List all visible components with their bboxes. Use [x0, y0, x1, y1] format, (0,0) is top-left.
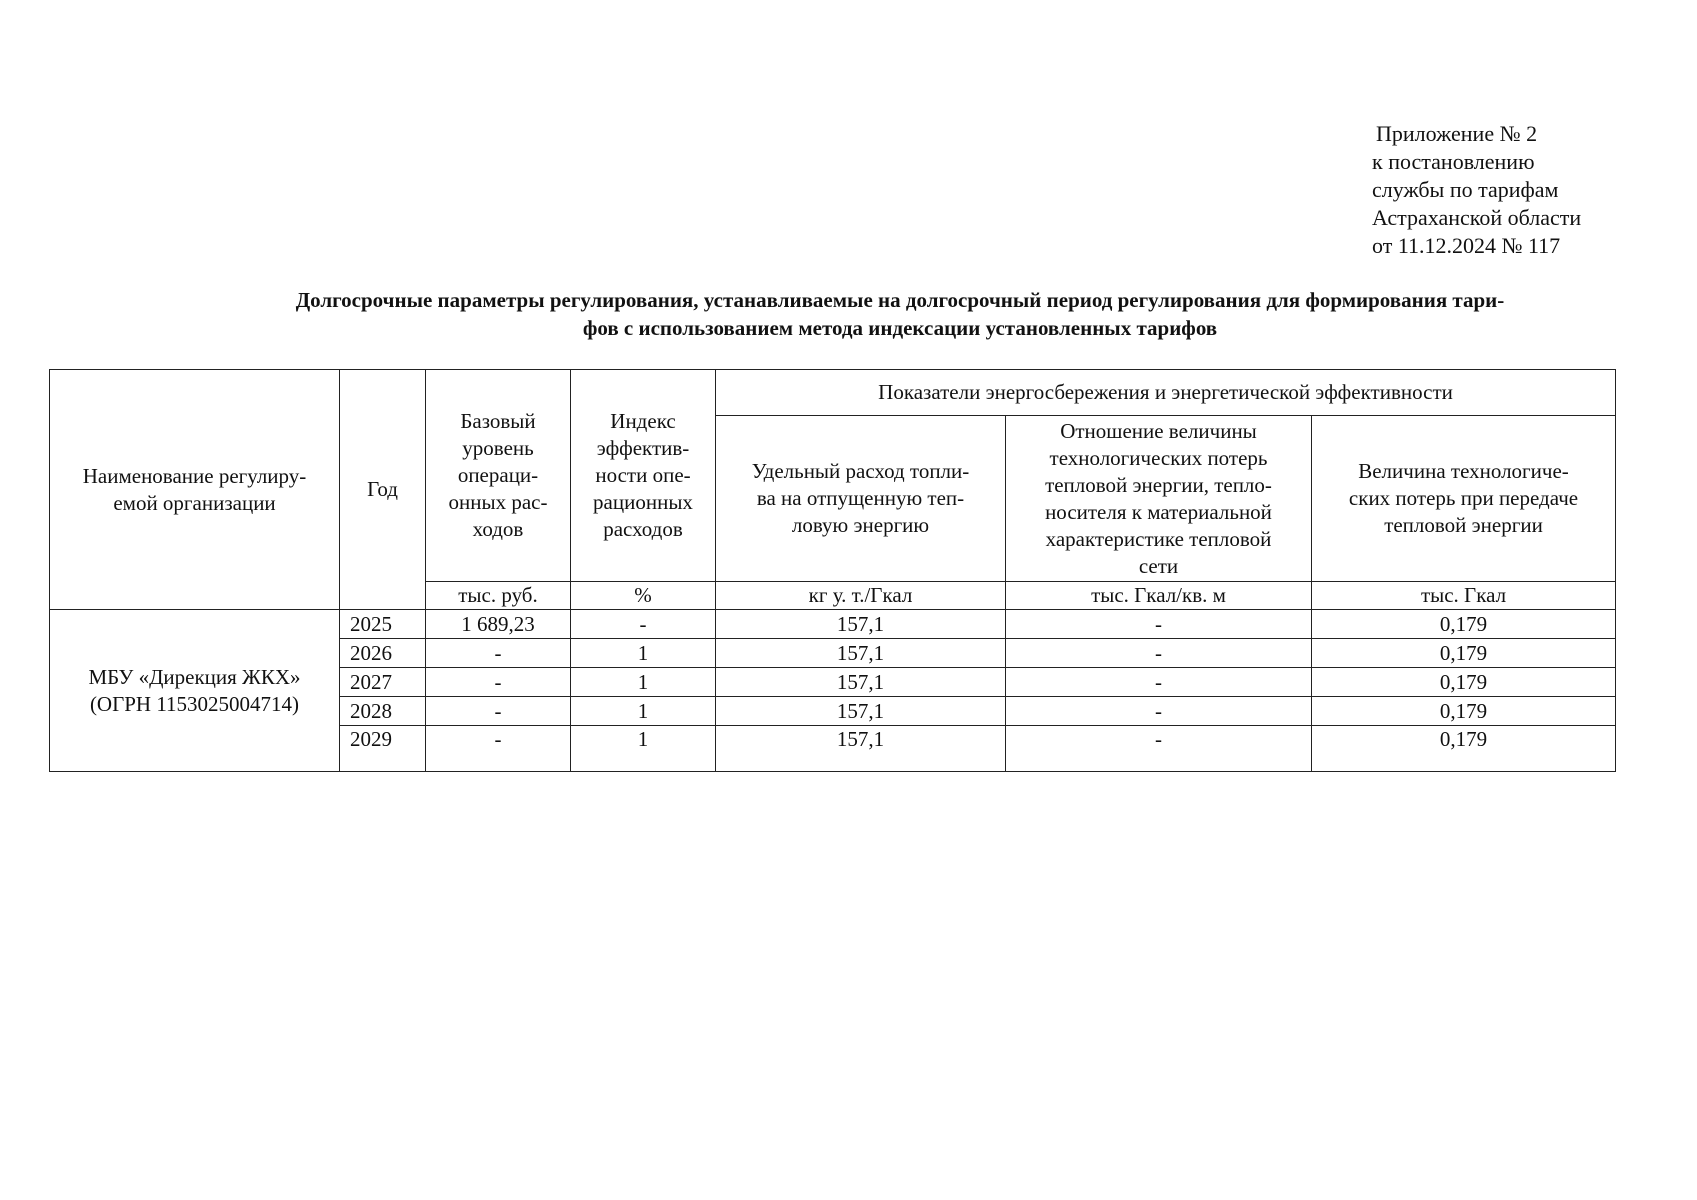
cell-tech-losses: 0,179 [1312, 668, 1616, 697]
cell-loss-ratio: - [1006, 697, 1312, 726]
cell-base-costs: - [426, 668, 571, 697]
cell-year: 2025 [340, 610, 426, 639]
unit-loss-ratio: тыс. Гкал/кв. м [1006, 582, 1312, 610]
header-efficiency-index: Индекс эффектив- ности опе- рационных расходов [571, 370, 716, 582]
cell-efficiency-index: 1 [571, 697, 716, 726]
cell-fuel-rate: 157,1 [716, 726, 1006, 772]
header-year: Год [340, 370, 426, 610]
cell-base-costs: - [426, 697, 571, 726]
unit-base-costs: тыс. руб. [426, 582, 571, 610]
appendix-line: Астраханской области [1372, 205, 1582, 230]
organization-cell [50, 610, 340, 772]
header-loss-ratio: Отношение величины технологических потерь тепловой энергии, тепло- носителя к материальной характеристике тепловой сети [1006, 416, 1312, 582]
header-fuel-rate: Удельный расход топли- ва на отпущенную теп- ловую энергию [716, 416, 1006, 582]
cell-base-costs: - [426, 639, 571, 668]
appendix-block [1372, 120, 1581, 260]
header-row [50, 370, 1616, 416]
regulation-parameters-table [49, 369, 1616, 772]
cell-efficiency-index: 1 [571, 726, 716, 772]
document-title [160, 286, 1640, 342]
cell-year: 2028 [340, 697, 426, 726]
header-energy-group: Показатели энергосбережения и энергетической эффективности [716, 370, 1616, 416]
cell-efficiency-index: 1 [571, 668, 716, 697]
cell-tech-losses: 0,179 [1312, 697, 1616, 726]
cell-loss-ratio: - [1006, 668, 1312, 697]
header-tech-losses: Величина технологиче- ских потерь при передаче тепловой энергии [1312, 416, 1616, 582]
cell-fuel-rate: 157,1 [716, 668, 1006, 697]
appendix-line: Приложение № 2 [1376, 121, 1538, 146]
cell-loss-ratio: - [1006, 726, 1312, 772]
appendix-line: к постановлению [1372, 149, 1535, 174]
cell-year: 2029 [340, 726, 426, 772]
cell-base-costs: - [426, 726, 571, 772]
cell-year: 2027 [340, 668, 426, 697]
unit-efficiency-index: % [571, 582, 716, 610]
cell-tech-losses: 0,179 [1312, 726, 1616, 772]
cell-year: 2026 [340, 639, 426, 668]
unit-tech-losses: тыс. Гкал [1312, 582, 1616, 610]
cell-efficiency-index: - [571, 610, 716, 639]
cell-base-costs: 1 689,23 [426, 610, 571, 639]
document-title-line: фов с использованием метода индексации установленных тарифов [582, 316, 1218, 340]
appendix-line: от 11.12.2024 № 117 [1372, 233, 1561, 258]
cell-fuel-rate: 157,1 [716, 639, 1006, 668]
cell-efficiency-index: 1 [571, 639, 716, 668]
cell-tech-losses: 0,179 [1312, 639, 1616, 668]
document-title-line: Долгосрочные параметры регулирования, устанавливаемые на долгосрочный период регулирования для формирования тари- [295, 288, 1505, 312]
cell-fuel-rate: 157,1 [716, 610, 1006, 639]
organization-ogrn: (ОГРН 1153025004714) [89, 691, 300, 716]
header-base-costs: Базовый уровень операци- онных рас- ходов [426, 370, 571, 582]
unit-fuel-rate: кг у. т./Гкал [716, 582, 1006, 610]
cell-tech-losses: 0,179 [1312, 610, 1616, 639]
table-row [50, 610, 1616, 639]
cell-loss-ratio: - [1006, 639, 1312, 668]
cell-fuel-rate: 157,1 [716, 697, 1006, 726]
cell-loss-ratio: - [1006, 610, 1312, 639]
appendix-line: службы по тарифам [1372, 177, 1559, 202]
header-organization: Наименование регулиру- емой организации [50, 370, 340, 610]
organization-name: МБУ «Дирекция ЖКХ» [88, 664, 301, 689]
